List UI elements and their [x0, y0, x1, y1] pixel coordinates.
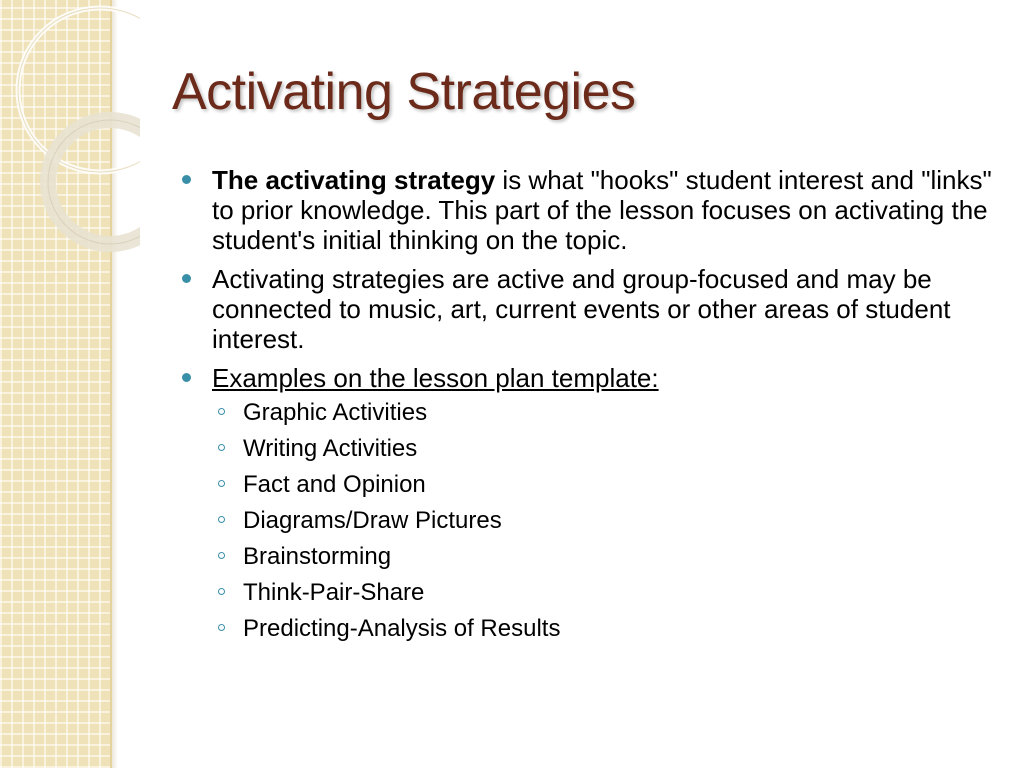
decorative-rings: [0, 0, 140, 260]
sub-item-text: Writing Activities: [243, 435, 418, 462]
ring-bullet-icon: [218, 588, 225, 595]
sub-list-item: [182, 395, 997, 431]
slide-body: [182, 165, 997, 647]
sub-item-text: Predicting-Analysis of Results: [243, 615, 561, 642]
ring-bullet-icon: [218, 480, 225, 487]
sub-list-item: [182, 467, 997, 503]
bullet-dot-icon: [182, 373, 191, 382]
sub-list-item: [182, 503, 997, 539]
sub-item-text: Graphic Activities: [243, 399, 428, 426]
sub-list-item: [182, 611, 997, 647]
sub-list-item: [182, 575, 997, 611]
examples-heading: Examples on the lesson plan template:: [212, 363, 659, 393]
sub-item-text: Brainstorming: [243, 543, 392, 570]
bullet-item: [182, 264, 997, 354]
sub-list-item: [182, 431, 997, 467]
bullet-item: [182, 363, 997, 393]
ring-bullet-icon: [218, 552, 225, 559]
sub-list-item: [182, 539, 997, 575]
sub-item-text: Diagrams/Draw Pictures: [243, 507, 502, 534]
bullet-text: is what "hooks" student interest and "links" to prior knowledge. This part of the lesson focuses on activating the student's initial thinking on the topic.: [212, 165, 992, 255]
ring-bullet-icon: [218, 408, 225, 415]
bullet-item: [182, 165, 997, 255]
bullet-dot-icon: [182, 274, 191, 283]
sub-item-text: Fact and Opinion: [243, 471, 426, 498]
sub-item-text: Think-Pair-Share: [243, 579, 425, 606]
ring-bullet-icon: [218, 444, 225, 451]
bullet-text: Activating strategies are active and group-focused and may be connected to music, art, current events or other areas of student interest.: [212, 264, 951, 354]
slide-title: Activating Strategies: [172, 63, 636, 121]
bullet-dot-icon: [182, 175, 191, 184]
ring-bullet-icon: [218, 624, 225, 631]
ring-bullet-icon: [218, 516, 225, 523]
bullet-bold-lead: The activating strategy: [212, 165, 496, 195]
